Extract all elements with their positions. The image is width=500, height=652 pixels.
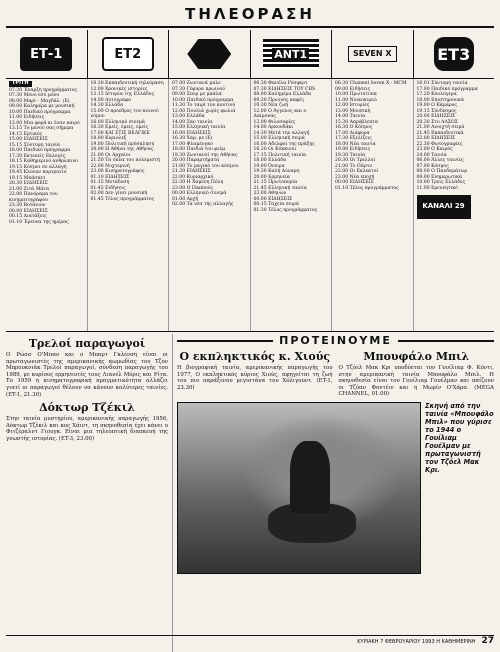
listing-item: 11.00 Ερευνητικό: [416, 185, 458, 191]
listing-item: 19.00 Ειδήσεις: [335, 147, 371, 152]
listing-item: 16.30 Χαρ. με (Ε): [172, 136, 213, 141]
article-columns: [177, 347, 494, 400]
listing-item: 07.30 Έναρξη προγράμματος: [9, 87, 78, 93]
listing-item: 20.30 Οι Τρελλοί: [335, 158, 376, 163]
listing-item: 11.00 Ειδήσεις: [9, 115, 45, 120]
listing-item: 14.00 Αυτογράφο: [90, 97, 132, 103]
listing-item: 12.00 Ιστορίες: [335, 103, 370, 108]
listing-item: 20.00 Ερμηνεία: [253, 174, 290, 180]
et3-logo-icon: ET3: [434, 37, 474, 71]
listing-item: 16.30 Ο Κόσμος: [335, 125, 373, 130]
rider-shape: [290, 441, 330, 513]
listing-item: 12.00 Ο Άγγελος και ο Δαίμονας: [253, 108, 307, 119]
listing-item: 12.00 Χρονικές ιστορίες: [90, 86, 148, 92]
listing-item: 14.30 Μετά την αλλαγή: [253, 130, 310, 136]
listing-item: 07.00 Κόσμος: [416, 163, 449, 169]
listing-item: 02.00 Δεν γίνει μουσική: [90, 191, 148, 196]
listing-item: 07.30 ΕΙΔΗΣΕΙΣ ΤΟΥ CBS: [253, 86, 316, 92]
listing-item: 10.00 Παιδικό πρόγραμμα: [172, 97, 234, 103]
listing-item: 21.00 Το μαγικό του κόσμου: [172, 163, 239, 169]
listing-item: 08.00 Καλημέρα Ελλάδα: [253, 92, 312, 97]
photo-row: [177, 402, 494, 574]
listing-item: 11.30 Το ταιρί του κουτιού: [172, 103, 236, 108]
listing-item: 24.00 Ταινία: [416, 152, 447, 158]
listing-item: 21.45 Ελληνική ταινία: [253, 185, 307, 191]
listing-item: 07.30 Μόνο εσύ μόνο: [9, 93, 60, 98]
listing-item: 01.10 Έρευνα της ημέρας: [9, 219, 69, 225]
listing-item: 23.00 Αθηνών: [253, 191, 287, 196]
listing-item: 19.30 Ζωντανοί της Αθήνας: [172, 152, 238, 158]
listing-item: 19.30 Ταινία: [335, 152, 366, 158]
listing-item: 09.00 Ενημερωτικά: [416, 174, 463, 180]
article-text-ekpl: Η βιογραφική ταινία, αμερικανικής παραγωγής του 1977, Ο εκπληκτικός κύριος Χιούς, αφηγείται τη ζωή του πιο παράξενου μεγιστάνα του Χόλιγουντ. (ET-1, 23.30): [177, 365, 333, 391]
listing-item: 20.30 Στο ΑΛΣΟΣ: [416, 119, 459, 125]
listing-item: 16.00 Παιδικό πρόγραμμα: [9, 148, 71, 153]
listing-item: 22.30 Η Χαμένη Πόλη: [172, 180, 224, 185]
listing-item: 23.00 Κινηματογράφος: [90, 169, 145, 174]
movie-still-photo: [177, 402, 421, 574]
listing-item: 18.15 Καθημερινό ανθρώπινο: [9, 159, 79, 164]
listing-item: 23.00 Ο Καιρός: [416, 147, 453, 152]
listing-item: 10.00 Πρωτότυπα: [335, 92, 377, 97]
channel-logo-mega: [169, 30, 251, 78]
listing-item: 06.30 Φανέλα Ρόσφερτ: [253, 81, 308, 86]
listing-item: 18.00 Κυριολεξ: [90, 136, 127, 141]
listing-item: 12.00 Μια φορά κι έναν καιρό: [9, 120, 80, 126]
article-ekpl: [177, 347, 333, 400]
listing-item: 14.00 Αρκουδάκι: [253, 125, 294, 130]
listing-item: 22.00 Κυριαρχικό: [172, 174, 214, 180]
channel-logo-sevenx: [332, 30, 414, 78]
listing-item: 00.00 ΕΙΔΗΣΕΙΣ: [9, 208, 48, 214]
listing-item: 17.00 Διάφορα: [335, 130, 370, 136]
recommend-banner: [177, 334, 494, 347]
listing-item: 19.00 Όνειρα: [253, 163, 285, 169]
listing-item: 08.00 Ο Πανδαμάτωρ: [416, 169, 468, 174]
listing-item: 21.00 Το Πάρτυ: [335, 163, 373, 169]
listing-item: 21.30 ΕΙΔΗΣΕΙΣ: [172, 169, 211, 174]
listing-item: 09.00 Σπορ με μπάλα: [172, 92, 222, 97]
listing-item: 09.30 Πρωινός καφές: [253, 97, 305, 103]
article-text-bill: Ο Τζόελ Μακ Κρι υποδύεται τον Γουίλιαμ Φ. Κόντι, στην αμερικανική ταινία Μπουφάλο Μπιλ. Η σκηνοθεσία είναι του Γουίλιαμ Γουέλμαν και παίζουν οι Τζόαν Φοντέιν και η Μωρίν Ο'Χάρα. (MEGA CHANNEL, 01.00): [338, 365, 494, 398]
listing-column-et2: [88, 79, 170, 331]
listing-item: 13.15 Το μενού σας σήμερα: [9, 126, 74, 131]
newspaper-page: [6, 4, 494, 642]
listing-item: 10.00 Παιδικό πρόγραμμα: [9, 109, 71, 115]
listing-item: 09.00 Ειδήσεις: [335, 86, 371, 92]
listing-item: 19.15 Κόσμοι σε αλλαγή: [9, 164, 67, 170]
listing-item: 07.00 Ζωντανά μπλε: [172, 81, 221, 86]
listing-column-et3: [414, 79, 495, 331]
et2-logo-icon: ΕΤ2: [102, 37, 154, 71]
listing-item: 06.00 Άλλες ταινίες: [416, 158, 464, 163]
listing-item: 12.00 Πουλιά χωρίς φωλιά: [172, 108, 236, 114]
listing-item: 18.00 Ελλάδα: [253, 158, 287, 163]
sevenx-logo-icon: SEVEN X: [348, 46, 397, 62]
listing-item: 19.00 Ο Κάμαρος: [416, 103, 457, 108]
listing-item: 07.30 Γέφυρα πρωινού: [172, 86, 226, 92]
listing-item: 14.15 Ερτικός: [9, 131, 43, 137]
listing-item: 15.00 Ο πρόεδρος του κοινού νόμου: [90, 108, 159, 119]
listing-item: 19.15 Μπάσκετ: [9, 175, 46, 181]
article-text-doktor: Στην ταινία μυστηρίου, αμερικανικής παραγωγής 1956, Δόκτωρ Τζέκιλ και κος Χάιντ, τη σκηνοθεσία έχει κάνει ο Φιτζέραλντ Γιουγκ. Είναι μια τηλεοπτική διασκευή της γνωστής ιστορίας. (ET-3, 23.00): [6, 416, 168, 442]
article-text-trelloi: Ο Ρώσσ Ο'Μπαν και ο Μπαρτ Γκλένση είναι οι πρωταγωνιστές της αμερικανικής κωμωδίας του Τζον Μπρουκνιάκ Τρελοί παραγωγοί, σύνδεση παραγωγής του 1989, με κυρίους ερμηνευτές τους Λιανέλ Μόρις και Ρίτα. Το 1959 η κινηματογραφική πραγματικότητα αλλάζει γιατί οι παραγωγοί θέλουν να κάνουν καλύτερες ταινίες. (ET-1, 21.30): [6, 352, 168, 398]
listing-item: 22.00 ΕΙΔΗΣΕΙΣ: [416, 136, 456, 141]
listing-item: 20.00 Η Αθήνα της Αθήνας: [90, 147, 154, 152]
listing-item: 21.50 Τα όπλα του πολεμιστή: [90, 158, 160, 163]
listing-item: 01.10 Τέλος προγράμματος: [335, 185, 399, 191]
listing-item: 06.30 Channel Seven X - MCM: [335, 81, 407, 86]
article-title-ekpl: Ο εκπληκτικός κ. Χιούς: [179, 350, 331, 363]
listing-item: 01.30 Τέλος προγράμματος: [253, 207, 318, 213]
listing-item: 01.45 Ειδήσεις: [90, 185, 126, 191]
listing-item: 01.00 Αρχή: [172, 196, 199, 202]
listing-item: 16.01 Σύντομη ταινία: [416, 81, 468, 86]
listing-item: 01.45 Τέλος προγράμματος: [90, 196, 155, 202]
listing-column-et1: [6, 79, 88, 331]
listing-item: 17.00 Παιδικό πρόγραμμα: [416, 86, 478, 92]
listing-item: 13.00 Ελλάδα: [172, 114, 205, 119]
recommend-label: ΠΡΟΤΕΙΝΟΥΜΕ: [279, 334, 392, 347]
listing-item: 21.00 Ζιτά Μάτα: [9, 186, 50, 192]
listing-item: 20.00 Παραρτήματα: [172, 158, 220, 163]
listing-item: 15.30 Απρόβλεπτα: [335, 119, 379, 125]
listing-item: 22.00 Πανόραμα του κινηματογράφου: [9, 192, 58, 203]
listing-item: 18.00 Παιδιά του φιλμ: [172, 147, 226, 152]
page-title: ΤΗΛΕΟΡΑΣΗ: [6, 4, 494, 28]
listing-item: 22.00 Νυχτερινή: [90, 163, 130, 169]
photo-caption: Σκηνή από την ταινία «Μπουφάλο Μπιλ» που γύρισε το 1944 ο Γουίλιαμ Γουέλμαν με πρωταγωνιστή τον Τζόελ Μακ Κρι.: [425, 401, 494, 474]
listing-item: 14.30 Ελλάδα: [90, 103, 124, 108]
listing-item: 00.15 Ταχεία σειρά: [253, 202, 299, 207]
listing-column-ant1: [251, 79, 333, 331]
listing-item: 01.15 Μετάδοση: [90, 180, 130, 185]
listing-item: 00.00 ΕΙΔΗΣΕΙΣ: [335, 180, 374, 185]
listing-item: 11.00 Νοικοκυριό: [335, 97, 377, 103]
tv-listings: [6, 79, 494, 332]
listing-item: 20.30 ΕΙΔΗΣΕΙΣ: [9, 181, 48, 186]
listing-item: 00.15 Διατάξεις: [9, 214, 47, 219]
listing-item: 15.15 Σύντομη ταινία: [9, 142, 61, 148]
listing-item: 15.00 Ελληνική ταινία: [172, 125, 226, 130]
listing-item: 15.00 Ελληνική σειρά: [253, 136, 305, 141]
mega-logo-icon: [187, 39, 231, 69]
listing-item: 17.30 Εκτενείς Εκλογές: [9, 153, 66, 159]
et1-logo-icon: ΕΤ-1: [20, 37, 72, 71]
listing-item: 10.00 Τρεις Ελλάδες: [416, 180, 466, 185]
day-label: ΤΡΙΤΗ: [9, 81, 32, 87]
listing-item: 19.30 Καλή Δύναμη: [253, 169, 300, 174]
page-number: 27: [481, 636, 494, 646]
listing-item: 21.15 Πρωτοπορία: [253, 180, 298, 185]
listing-item: 10.30 Εκπαιδευτική τηλεόραση: [90, 81, 164, 86]
listing-item: 23.30 Βοτάνιον: [9, 203, 46, 208]
listing-item: 17.00 ΚΑΙ ΣΤΙΣ ΒΕΛΓΙΚΕ: [90, 130, 150, 136]
banner-rule-right: [398, 340, 494, 342]
listing-item: 21.00 Ανοιχτή σειρά: [416, 125, 465, 130]
channel-logo-ant1: [251, 30, 333, 78]
listing-column-mega: [169, 79, 251, 331]
listing-item: 01.10 ΕΙΔΗΣΕΙΣ: [90, 174, 130, 180]
listing-item: 15.00 ΕΙΔΗΣΕΙΣ: [9, 137, 48, 142]
listing-item: 17.15 Πολιτική ταινία: [253, 152, 307, 158]
page-footer: [6, 635, 494, 646]
listing-item: 17.30 Εξελίξεις: [335, 136, 372, 141]
listing-item: 09.00 Καλημέρα με μουσική: [9, 104, 75, 109]
listing-item: 08.00 Μαρί - Μαγδάλ. (Ε): [9, 98, 70, 104]
listing-item: 16.00 ΕΙΔΗΣΕΙΣ: [172, 130, 211, 136]
listing-item: 13.00 Φιλοσοφίες: [253, 119, 296, 125]
channel-logo-et3: [414, 30, 495, 78]
listing-item: 00.00 ΕΙΔΗΣΕΙΣ: [253, 196, 293, 202]
listing-item: 17.00 Φλαμένγκο: [172, 141, 213, 147]
listing-item: 13.15 Ιστορία της Ελλάδος: [90, 92, 155, 97]
kanali-29-logo-icon: ΚΑΝΑΛΙ 29: [417, 195, 471, 219]
listing-item: 02.00 Τα νέα της αλλαγής: [172, 202, 234, 207]
ant1-logo-icon: ANT1: [263, 39, 319, 69]
listing-item: 10.30 Νέα ζωή: [253, 103, 289, 108]
bottom-section: [6, 334, 494, 652]
listing-item: 14.00 Ταινία: [335, 114, 366, 119]
footer-text: ΚΥΡΙΑΚΗ 7 ΦΕΒΡΟΥΑΡΙΟΥ 1993 Η ΚΑΘΗΜΕΡΙΝΗ: [357, 639, 476, 645]
listing-item: 23.00 Νέα εποχή: [335, 174, 375, 180]
listing-item: 13.00 Μουσική: [335, 108, 371, 114]
listing-item: 16.30 Οι Κόκκινοι: [253, 147, 297, 152]
article-title-doktor: Δόκτωρ Τζέκιλ: [39, 401, 135, 415]
article-bill: [339, 347, 495, 400]
article-title-bill: Μπουφάλο Μπιλ: [363, 350, 470, 363]
listing-item: 14.00 Σαν ταινία: [172, 119, 213, 125]
channel-logo-et1: [6, 30, 88, 78]
listing-item: 21.45 Εκπαιδευτικά: [416, 130, 464, 136]
listing-item: 20.00 ΕΙΔΗΣΕΙΣ: [416, 114, 456, 119]
listing-item: 19.00 Πολιτική πρόσκληση: [90, 141, 155, 147]
listing-item: 18.00 Νέα ταινία: [335, 141, 376, 147]
right-article-area: [173, 334, 494, 652]
listing-item: 00.00 Ελληνικό σινεμά: [172, 191, 227, 196]
listing-column-sevenx: [332, 79, 414, 331]
banner-rule-left: [177, 340, 273, 342]
listing-item: 16.00 Ελληνικό σινεμά: [90, 119, 145, 125]
listing-item: 18.00 Επιστημονικά: [416, 97, 465, 103]
listing-item: 17.20 Κουλόγερα: [416, 92, 457, 97]
channel-logo-row: [6, 30, 494, 79]
channel-logo-et2: [88, 30, 170, 78]
listing-item: 23.00 Ο Παππούς: [172, 185, 214, 191]
listing-item: 22.00 Οι Εκλεκτοί: [335, 169, 379, 174]
listing-item: 19.15 Σύνδεσμος: [416, 108, 457, 114]
listing-item: 21.00 Οι Αρχαίοι: [90, 152, 131, 158]
listing-item: 19.45 Κλοουν πορτραίτο: [9, 170, 67, 175]
left-article-column: [6, 334, 173, 652]
article-title-trelloi: Τρελοί παραγωγοί: [28, 337, 146, 350]
listing-item: 16.30 Εμείς, έμεις, εμείς: [90, 125, 149, 130]
listing-item: 22.30 Φωτογραφίες: [416, 141, 463, 147]
listing-item: 16.00 Αδελφοί της πράξης: [253, 141, 315, 147]
